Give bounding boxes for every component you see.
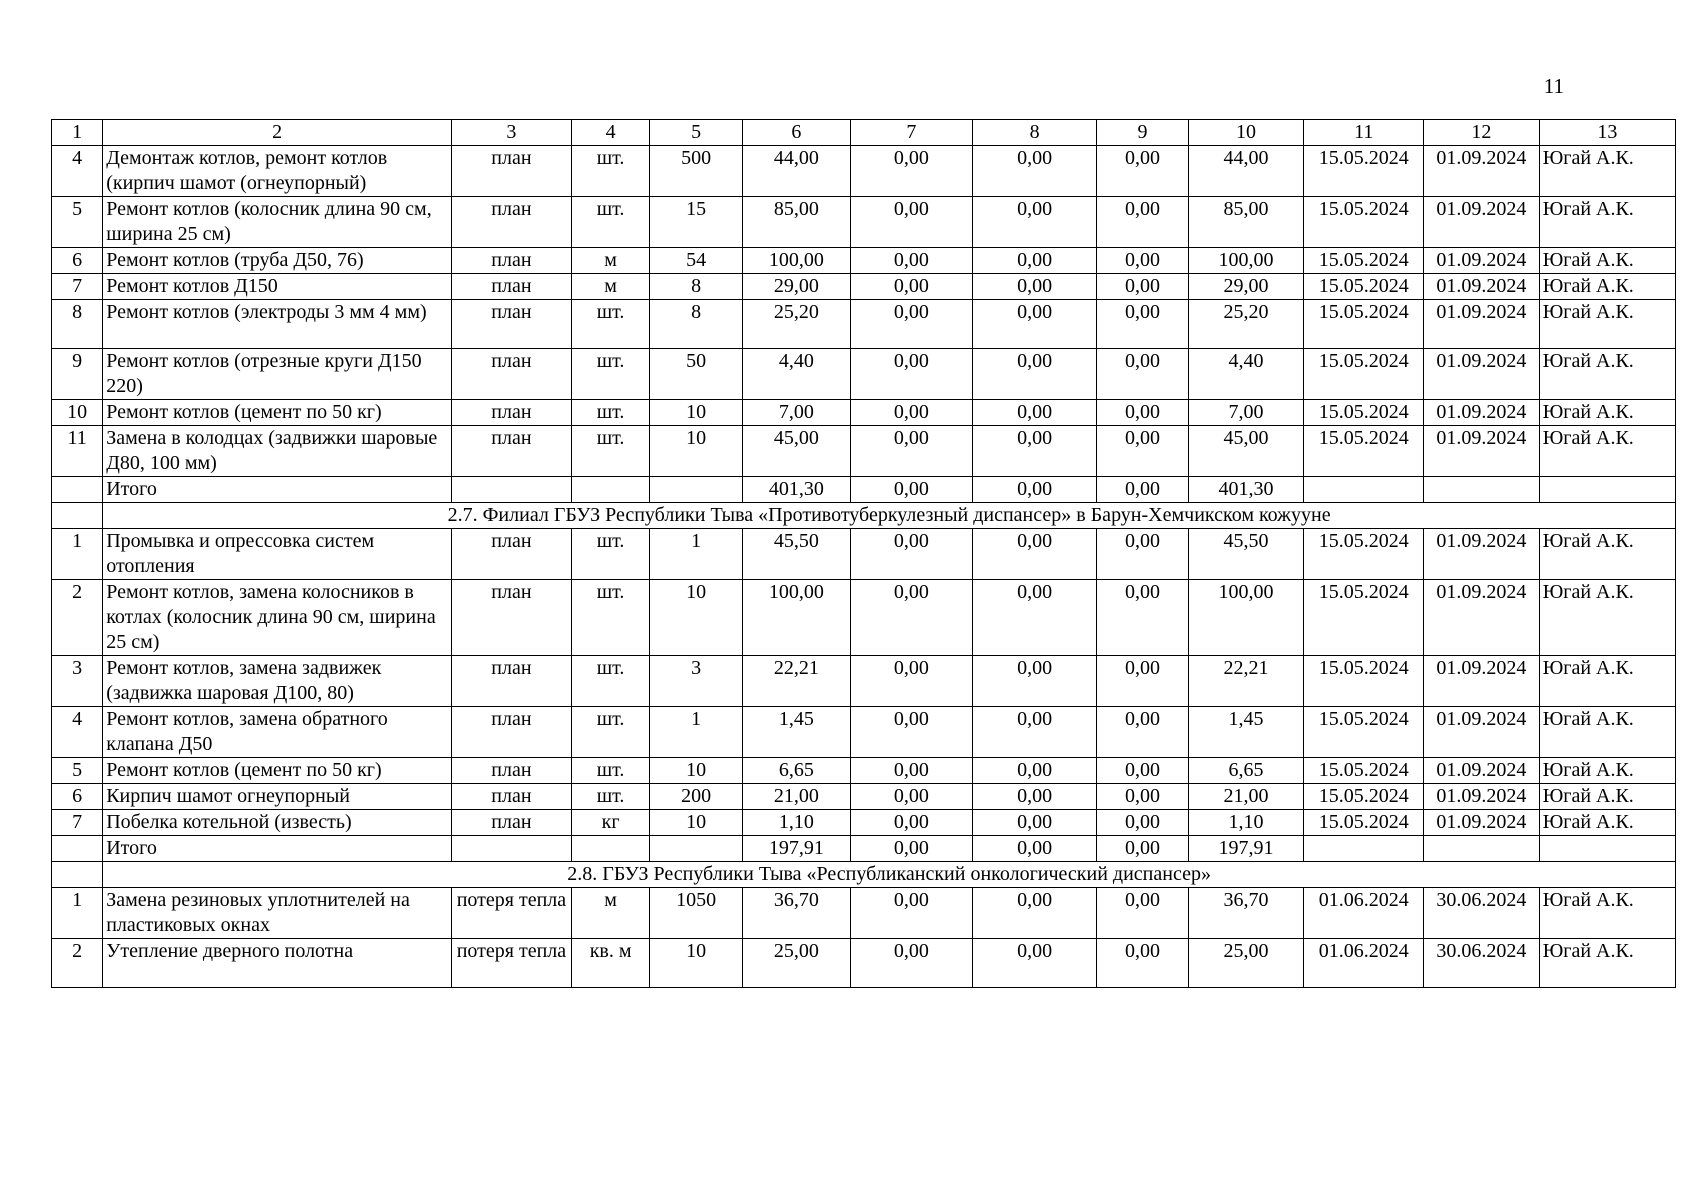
total-row (52, 477, 1676, 503)
value-6-cell: 7,00 (742, 400, 850, 426)
row-number-cell: 4 (52, 146, 103, 197)
value-10-cell: 100,00 (1188, 580, 1304, 656)
value-7-cell: 0,00 (850, 426, 972, 477)
table-row (52, 529, 1676, 580)
end-date-cell: 01.09.2024 (1424, 197, 1540, 248)
value-10-cell: 21,00 (1188, 784, 1304, 810)
value-6-cell: 36,70 (742, 888, 850, 939)
responsible-cell: Югай А.К. (1539, 888, 1675, 939)
table-row (52, 400, 1676, 426)
value-8-cell: 0,00 (972, 400, 1096, 426)
value-8-cell: 0,00 (972, 529, 1096, 580)
type-cell: план (451, 784, 571, 810)
value-10-cell: 22,21 (1188, 656, 1304, 707)
row-number-cell: 3 (52, 656, 103, 707)
value-6-cell: 1,45 (742, 707, 850, 758)
empty-cell (1539, 477, 1675, 503)
table-row (52, 707, 1676, 758)
work-name-cell: Ремонт котлов (цемент по 50 кг) (103, 758, 452, 784)
responsible-cell: Югай А.К. (1539, 197, 1675, 248)
value-7-cell: 0,00 (850, 810, 972, 836)
type-cell: план (451, 197, 571, 248)
unit-cell: шт. (571, 400, 649, 426)
work-name-cell: Утепление дверного полотна (103, 939, 452, 988)
value-10-cell: 100,00 (1188, 248, 1304, 274)
value-8-cell: 0,00 (972, 784, 1096, 810)
quantity-cell: 54 (650, 248, 743, 274)
value-9-cell: 0,00 (1097, 784, 1189, 810)
quantity-cell: 10 (650, 426, 743, 477)
value-10-cell: 1,45 (1188, 707, 1304, 758)
responsible-cell: Югай А.К. (1539, 656, 1675, 707)
work-name-cell: Ремонт котлов (труба Д50, 76) (103, 248, 452, 274)
value-6-cell: 100,00 (742, 580, 850, 656)
row-number-cell: 5 (52, 758, 103, 784)
value-8-cell: 0,00 (972, 300, 1096, 349)
row-number-cell: 1 (52, 888, 103, 939)
work-name-cell: Ремонт котлов, замена обратного клапана Д50 (103, 707, 452, 758)
empty-cell (1304, 836, 1424, 862)
row-number-cell: 4 (52, 707, 103, 758)
responsible-cell: Югай А.К. (1539, 529, 1675, 580)
plan-table (51, 119, 1676, 988)
quantity-cell: 500 (650, 146, 743, 197)
empty-cell (1424, 477, 1540, 503)
type-cell: план (451, 529, 571, 580)
total-value-8: 0,00 (972, 836, 1096, 862)
value-10-cell: 36,70 (1188, 888, 1304, 939)
end-date-cell: 30.06.2024 (1424, 939, 1540, 988)
section-title: 2.7. Филиал ГБУЗ Республики Тыва «Противотуберкулезный диспансер» в Барун-Хемчикском кожууне (103, 503, 1676, 529)
value-6-cell: 85,00 (742, 197, 850, 248)
total-label: Итого (103, 836, 452, 862)
type-cell: план (451, 248, 571, 274)
unit-cell: кв. м (571, 939, 649, 988)
value-7-cell: 0,00 (850, 758, 972, 784)
end-date-cell: 01.09.2024 (1424, 656, 1540, 707)
work-name-cell: Демонтаж котлов, ремонт котлов (кирпич шамот (огнеупорный) (103, 146, 452, 197)
end-date-cell: 01.09.2024 (1424, 300, 1540, 349)
value-10-cell: 45,00 (1188, 426, 1304, 477)
value-7-cell: 0,00 (850, 274, 972, 300)
value-9-cell: 0,00 (1097, 197, 1189, 248)
end-date-cell: 01.09.2024 (1424, 784, 1540, 810)
table-row (52, 300, 1676, 349)
start-date-cell: 15.05.2024 (1304, 400, 1424, 426)
end-date-cell: 01.09.2024 (1424, 529, 1540, 580)
table-row (52, 580, 1676, 656)
responsible-cell: Югай А.К. (1539, 707, 1675, 758)
row-number-cell: 11 (52, 426, 103, 477)
value-9-cell: 0,00 (1097, 758, 1189, 784)
value-6-cell: 45,50 (742, 529, 850, 580)
total-value-6: 401,30 (742, 477, 850, 503)
total-value-8: 0,00 (972, 477, 1096, 503)
table-row (52, 426, 1676, 477)
value-9-cell: 0,00 (1097, 529, 1189, 580)
unit-cell: м (571, 248, 649, 274)
end-date-cell: 01.09.2024 (1424, 248, 1540, 274)
start-date-cell: 15.05.2024 (1304, 784, 1424, 810)
value-7-cell: 0,00 (850, 300, 972, 349)
total-value-9: 0,00 (1097, 477, 1189, 503)
value-8-cell: 0,00 (972, 274, 1096, 300)
column-number-cell: 6 (742, 120, 850, 146)
type-cell: потеря тепла (451, 888, 571, 939)
value-9-cell: 0,00 (1097, 888, 1189, 939)
start-date-cell: 15.05.2024 (1304, 146, 1424, 197)
total-value-7: 0,00 (850, 477, 972, 503)
value-6-cell: 45,00 (742, 426, 850, 477)
section-title-row (52, 503, 1676, 529)
value-10-cell: 45,50 (1188, 529, 1304, 580)
value-9-cell: 0,00 (1097, 939, 1189, 988)
value-10-cell: 7,00 (1188, 400, 1304, 426)
quantity-cell: 15 (650, 197, 743, 248)
column-number-cell: 3 (451, 120, 571, 146)
start-date-cell: 15.05.2024 (1304, 248, 1424, 274)
end-date-cell: 01.09.2024 (1424, 400, 1540, 426)
value-9-cell: 0,00 (1097, 580, 1189, 656)
empty-cell (1304, 477, 1424, 503)
type-cell: план (451, 656, 571, 707)
type-cell: план (451, 707, 571, 758)
type-cell: потеря тепла (451, 939, 571, 988)
quantity-cell: 8 (650, 300, 743, 349)
quantity-cell: 10 (650, 580, 743, 656)
table-row (52, 758, 1676, 784)
unit-cell: шт. (571, 656, 649, 707)
section-title: 2.8. ГБУЗ Республики Тыва «Республиканский онкологический диспансер» (103, 862, 1676, 888)
unit-cell: шт. (571, 784, 649, 810)
value-7-cell: 0,00 (850, 784, 972, 810)
value-8-cell: 0,00 (972, 426, 1096, 477)
row-number-cell: 8 (52, 300, 103, 349)
quantity-cell: 200 (650, 784, 743, 810)
type-cell: план (451, 349, 571, 400)
type-cell: план (451, 810, 571, 836)
quantity-cell: 8 (650, 274, 743, 300)
total-value-10: 401,30 (1188, 477, 1304, 503)
value-9-cell: 0,00 (1097, 349, 1189, 400)
responsible-cell: Югай А.К. (1539, 810, 1675, 836)
value-10-cell: 25,00 (1188, 939, 1304, 988)
empty-cell (1424, 836, 1540, 862)
quantity-cell: 10 (650, 939, 743, 988)
work-name-cell: Ремонт котлов (цемент по 50 кг) (103, 400, 452, 426)
value-7-cell: 0,00 (850, 349, 972, 400)
work-name-cell: Ремонт котлов, замена колосников в котлах (колосник длина 90 см, ширина 25 см) (103, 580, 452, 656)
value-10-cell: 25,20 (1188, 300, 1304, 349)
column-number-cell: 2 (103, 120, 452, 146)
value-6-cell: 44,00 (742, 146, 850, 197)
section-number-cell (52, 862, 103, 888)
page-number: 11 (1543, 74, 1564, 98)
column-number-cell: 12 (1424, 120, 1540, 146)
table-row (52, 197, 1676, 248)
start-date-cell: 15.05.2024 (1304, 707, 1424, 758)
unit-cell: м (571, 274, 649, 300)
value-7-cell: 0,00 (850, 888, 972, 939)
value-8-cell: 0,00 (972, 248, 1096, 274)
start-date-cell: 15.05.2024 (1304, 656, 1424, 707)
work-name-cell: Ремонт котлов Д150 (103, 274, 452, 300)
start-date-cell: 01.06.2024 (1304, 888, 1424, 939)
value-8-cell: 0,00 (972, 656, 1096, 707)
value-6-cell: 21,00 (742, 784, 850, 810)
row-number-cell: 2 (52, 939, 103, 988)
value-10-cell: 4,40 (1188, 349, 1304, 400)
table-body (52, 120, 1676, 988)
value-10-cell: 6,65 (1188, 758, 1304, 784)
value-9-cell: 0,00 (1097, 248, 1189, 274)
value-6-cell: 22,21 (742, 656, 850, 707)
column-number-cell: 4 (571, 120, 649, 146)
quantity-cell: 10 (650, 758, 743, 784)
end-date-cell: 01.09.2024 (1424, 146, 1540, 197)
quantity-cell: 3 (650, 656, 743, 707)
value-9-cell: 0,00 (1097, 400, 1189, 426)
end-date-cell: 01.09.2024 (1424, 426, 1540, 477)
quantity-cell: 1 (650, 707, 743, 758)
value-6-cell: 25,20 (742, 300, 850, 349)
start-date-cell: 15.05.2024 (1304, 300, 1424, 349)
empty-cell (571, 477, 649, 503)
value-8-cell: 0,00 (972, 349, 1096, 400)
column-number-cell: 10 (1188, 120, 1304, 146)
quantity-cell: 10 (650, 810, 743, 836)
responsible-cell: Югай А.К. (1539, 146, 1675, 197)
empty-cell (52, 836, 103, 862)
value-8-cell: 0,00 (972, 810, 1096, 836)
row-number-cell: 7 (52, 810, 103, 836)
responsible-cell: Югай А.К. (1539, 758, 1675, 784)
empty-cell (52, 477, 103, 503)
empty-cell (451, 477, 571, 503)
unit-cell: шт. (571, 300, 649, 349)
work-name-cell: Замена резиновых уплотнителей на пластиковых окнах (103, 888, 452, 939)
work-name-cell: Ремонт котлов, замена задвижек (задвижка шаровая Д100, 80) (103, 656, 452, 707)
value-7-cell: 0,00 (850, 146, 972, 197)
empty-cell (650, 836, 743, 862)
start-date-cell: 15.05.2024 (1304, 580, 1424, 656)
row-number-cell: 6 (52, 248, 103, 274)
section-number-cell (52, 503, 103, 529)
value-10-cell: 85,00 (1188, 197, 1304, 248)
empty-cell (571, 836, 649, 862)
value-8-cell: 0,00 (972, 758, 1096, 784)
value-8-cell: 0,00 (972, 580, 1096, 656)
total-label: Итого (103, 477, 452, 503)
column-number-cell: 13 (1539, 120, 1675, 146)
type-cell: план (451, 400, 571, 426)
type-cell: план (451, 300, 571, 349)
work-name-cell: Кирпич шамот огнеупорный (103, 784, 452, 810)
type-cell: план (451, 426, 571, 477)
start-date-cell: 15.05.2024 (1304, 426, 1424, 477)
responsible-cell: Югай А.К. (1539, 274, 1675, 300)
row-number-cell: 2 (52, 580, 103, 656)
responsible-cell: Югай А.К. (1539, 426, 1675, 477)
column-number-cell: 9 (1097, 120, 1189, 146)
start-date-cell: 15.05.2024 (1304, 349, 1424, 400)
table-row (52, 248, 1676, 274)
value-9-cell: 0,00 (1097, 810, 1189, 836)
value-9-cell: 0,00 (1097, 274, 1189, 300)
table-row (52, 810, 1676, 836)
end-date-cell: 01.09.2024 (1424, 349, 1540, 400)
work-name-cell: Ремонт котлов (электроды 3 мм 4 мм) (103, 300, 452, 349)
responsible-cell: Югай А.К. (1539, 300, 1675, 349)
table-row (52, 939, 1676, 988)
column-number-cell: 8 (972, 120, 1096, 146)
value-8-cell: 0,00 (972, 146, 1096, 197)
start-date-cell: 15.05.2024 (1304, 529, 1424, 580)
end-date-cell: 01.09.2024 (1424, 758, 1540, 784)
value-8-cell: 0,00 (972, 888, 1096, 939)
responsible-cell: Югай А.К. (1539, 349, 1675, 400)
table-row (52, 274, 1676, 300)
unit-cell: шт. (571, 758, 649, 784)
column-number-cell: 5 (650, 120, 743, 146)
type-cell: план (451, 146, 571, 197)
responsible-cell: Югай А.К. (1539, 248, 1675, 274)
end-date-cell: 30.06.2024 (1424, 888, 1540, 939)
unit-cell: шт. (571, 580, 649, 656)
value-7-cell: 0,00 (850, 939, 972, 988)
unit-cell: шт. (571, 529, 649, 580)
unit-cell: шт. (571, 707, 649, 758)
value-9-cell: 0,00 (1097, 426, 1189, 477)
unit-cell: шт. (571, 349, 649, 400)
table-row (52, 656, 1676, 707)
responsible-cell: Югай А.К. (1539, 939, 1675, 988)
value-7-cell: 0,00 (850, 580, 972, 656)
value-9-cell: 0,00 (1097, 146, 1189, 197)
total-value-10: 197,91 (1188, 836, 1304, 862)
unit-cell: кг (571, 810, 649, 836)
empty-cell (650, 477, 743, 503)
value-7-cell: 0,00 (850, 248, 972, 274)
value-7-cell: 0,00 (850, 707, 972, 758)
start-date-cell: 15.05.2024 (1304, 758, 1424, 784)
table-row (52, 784, 1676, 810)
value-6-cell: 4,40 (742, 349, 850, 400)
value-7-cell: 0,00 (850, 656, 972, 707)
column-number-row (52, 120, 1676, 146)
unit-cell: шт. (571, 426, 649, 477)
value-7-cell: 0,00 (850, 400, 972, 426)
quantity-cell: 50 (650, 349, 743, 400)
value-10-cell: 1,10 (1188, 810, 1304, 836)
value-6-cell: 100,00 (742, 248, 850, 274)
responsible-cell: Югай А.К. (1539, 400, 1675, 426)
value-10-cell: 44,00 (1188, 146, 1304, 197)
total-row (52, 836, 1676, 862)
value-10-cell: 29,00 (1188, 274, 1304, 300)
value-6-cell: 25,00 (742, 939, 850, 988)
total-value-7: 0,00 (850, 836, 972, 862)
table-row (52, 888, 1676, 939)
value-8-cell: 0,00 (972, 707, 1096, 758)
value-9-cell: 0,00 (1097, 656, 1189, 707)
value-6-cell: 6,65 (742, 758, 850, 784)
row-number-cell: 10 (52, 400, 103, 426)
end-date-cell: 01.09.2024 (1424, 580, 1540, 656)
value-8-cell: 0,00 (972, 197, 1096, 248)
value-7-cell: 0,00 (850, 529, 972, 580)
row-number-cell: 7 (52, 274, 103, 300)
type-cell: план (451, 758, 571, 784)
type-cell: план (451, 580, 571, 656)
empty-cell (451, 836, 571, 862)
end-date-cell: 01.09.2024 (1424, 274, 1540, 300)
total-value-9: 0,00 (1097, 836, 1189, 862)
row-number-cell: 5 (52, 197, 103, 248)
column-number-cell: 11 (1304, 120, 1424, 146)
value-9-cell: 0,00 (1097, 300, 1189, 349)
responsible-cell: Югай А.К. (1539, 784, 1675, 810)
row-number-cell: 1 (52, 529, 103, 580)
unit-cell: шт. (571, 146, 649, 197)
end-date-cell: 01.09.2024 (1424, 707, 1540, 758)
end-date-cell: 01.09.2024 (1424, 810, 1540, 836)
table-row (52, 349, 1676, 400)
value-7-cell: 0,00 (850, 197, 972, 248)
row-number-cell: 6 (52, 784, 103, 810)
total-value-6: 197,91 (742, 836, 850, 862)
value-6-cell: 29,00 (742, 274, 850, 300)
start-date-cell: 15.05.2024 (1304, 810, 1424, 836)
value-6-cell: 1,10 (742, 810, 850, 836)
responsible-cell: Югай А.К. (1539, 580, 1675, 656)
table-row (52, 146, 1676, 197)
column-number-cell: 7 (850, 120, 972, 146)
start-date-cell: 15.05.2024 (1304, 274, 1424, 300)
quantity-cell: 1050 (650, 888, 743, 939)
start-date-cell: 01.06.2024 (1304, 939, 1424, 988)
value-8-cell: 0,00 (972, 939, 1096, 988)
section-title-row (52, 862, 1676, 888)
empty-cell (1539, 836, 1675, 862)
work-name-cell: Промывка и опрессовка систем отопления (103, 529, 452, 580)
work-name-cell: Побелка котельной (известь) (103, 810, 452, 836)
work-name-cell: Ремонт котлов (колосник длина 90 см, ширина 25 см) (103, 197, 452, 248)
unit-cell: м (571, 888, 649, 939)
type-cell: план (451, 274, 571, 300)
quantity-cell: 1 (650, 529, 743, 580)
quantity-cell: 10 (650, 400, 743, 426)
value-9-cell: 0,00 (1097, 707, 1189, 758)
row-number-cell: 9 (52, 349, 103, 400)
column-number-cell: 1 (52, 120, 103, 146)
unit-cell: шт. (571, 197, 649, 248)
work-name-cell: Замена в колодцах (задвижки шаровые Д80, 100 мм) (103, 426, 452, 477)
start-date-cell: 15.05.2024 (1304, 197, 1424, 248)
work-name-cell: Ремонт котлов (отрезные круги Д150 220) (103, 349, 452, 400)
